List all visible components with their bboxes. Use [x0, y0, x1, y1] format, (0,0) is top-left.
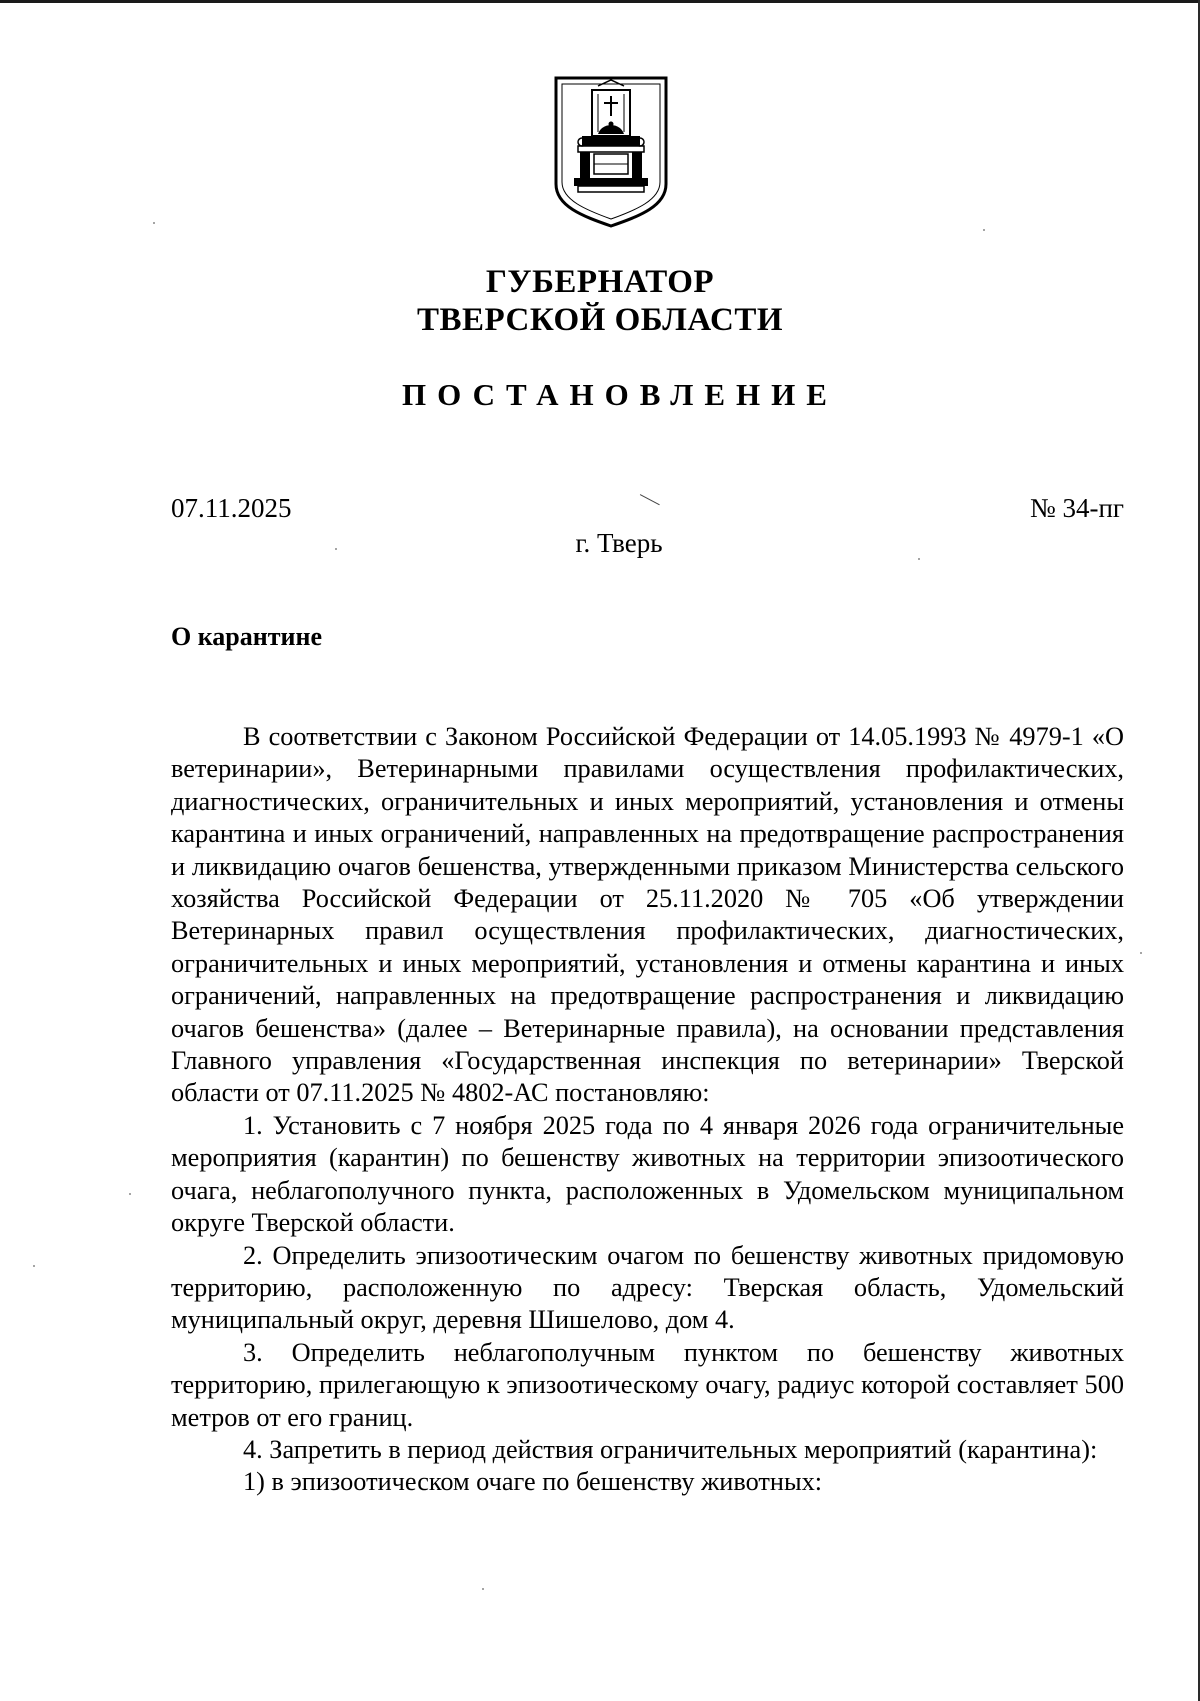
scan-speck [1140, 952, 1142, 954]
document-subject: О карантине [171, 622, 323, 651]
scan-speck [129, 1193, 131, 1195]
document-number: № 34-пг [1029, 493, 1124, 523]
clause-4-subitem-1: 1) в эпизоотическом очаге по бешенству животных: [243, 1467, 823, 1497]
tver-coat-of-arms-icon [548, 72, 674, 228]
authority-title-line2: ТВЕРСКОЙ ОБЛАСТИ [416, 302, 784, 338]
document-body [171, 721, 1124, 1499]
scan-speck [33, 1265, 35, 1267]
scan-speck [918, 558, 920, 560]
scan-speck [983, 229, 985, 231]
scan-speck [482, 1588, 484, 1590]
scan-stroke-mark [640, 494, 660, 506]
clause-3: 3. Определить неблагополучным пунктом по бешенству животных территорию, прилегающую к эпизоотическому очагу, радиус которой составляет 500 метров от его границ. [171, 1337, 1124, 1432]
scan-edge-top [0, 0, 1200, 3]
clause-2: 2. Определить эпизоотическим очагом по бешенству животных придомовую территорию, расположенную по адресу: Тверская область, Удомельский муниципальный округ, деревня Шишелово, дом 4. [171, 1240, 1124, 1335]
document-type-heading: ПОСТАНОВЛЕНИЕ [402, 377, 838, 412]
document-date: 07.11.2025 [171, 493, 292, 523]
scan-speck [153, 222, 155, 224]
clause-4: 4. Запретить в период действия ограничительных мероприятий (карантина): [243, 1434, 1098, 1464]
document-city: г. Тверь [575, 528, 663, 558]
preamble-paragraph: В соответствии с Законом Российской Федерации от 14.05.1993 № 4979-1 «О ветеринарии», Ветеринарными правилами осуществления профилактических, диагностических, ограничительных и иных мероприятий, установления и отмены карантина и иных ограничений, направленных на предотвращение распространения и ликвидацию очагов бешенства, утвержденными приказом Министерства сельского хозяйства Российской Федерации от 25.11.2020 № 705 «Об утверждении Ветеринарных правил осуществления профилактических, диагностических, ограничительных и иных мероприятий, установления и отмены карантина и иных ограничений, направленных на предотвращение распространения и ликвидацию очагов бешенства» (далее – Ветеринарные правила), на основании представления Главного управления «Государственная инспекция по ветеринарии» Тверской области от 07.11.2025 № 4802-АС постановляю: [171, 722, 1124, 1108]
authority-title-line1: ГУБЕРНАТОР [485, 264, 715, 300]
clause-1: 1. Установить с 7 ноября 2025 года по 4 января 2026 года ограничительные мероприятия (карантин) по бешенству животных на территории эпизоотического очага, неблагополучного пункта, расположенных в Удомельском муниципальном округе Тверской области. [171, 1110, 1124, 1238]
scan-speck [335, 548, 337, 550]
